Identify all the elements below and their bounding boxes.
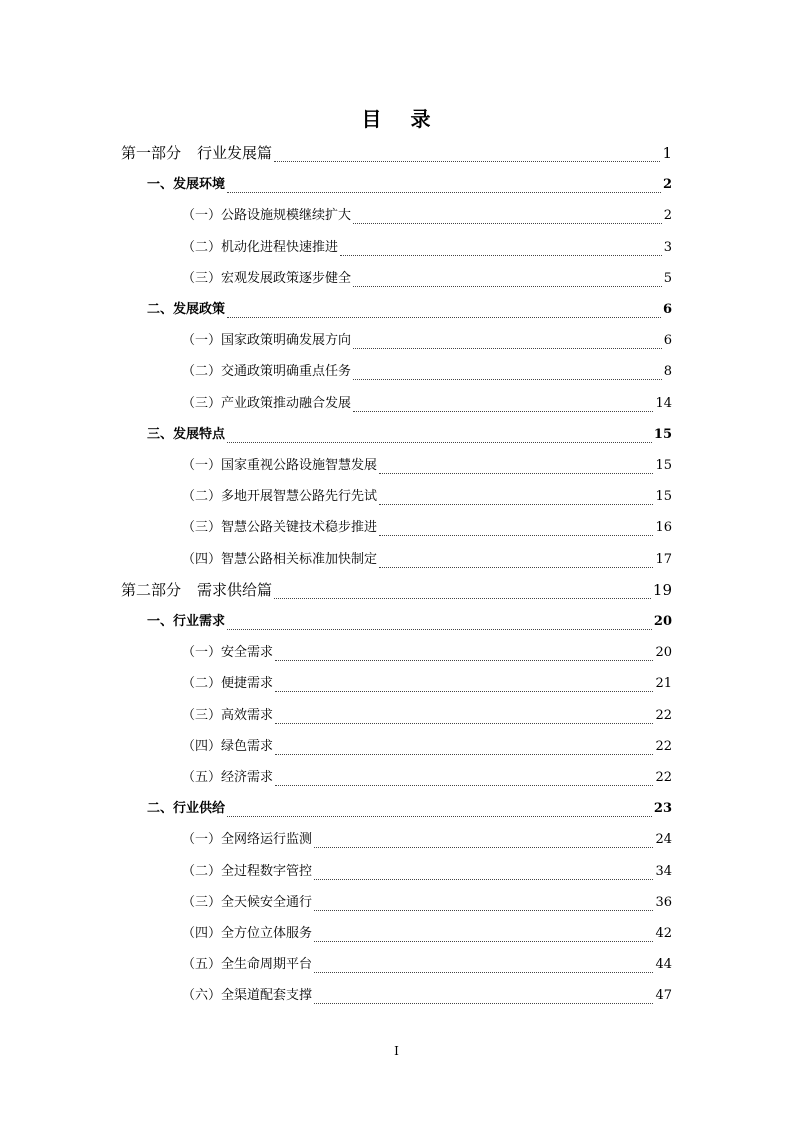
page-number: I [394, 1044, 399, 1058]
toc-entry-page: 2 [663, 208, 672, 224]
toc-entry[interactable] [182, 735, 672, 759]
dot-leader [274, 597, 651, 599]
toc-entry-page: 23 [653, 801, 672, 817]
toc-entry[interactable] [182, 828, 672, 852]
toc-entry-label: 第一部分 [121, 144, 182, 162]
toc-entry-page: 22 [655, 770, 672, 785]
toc-entry-label: （一）全网络运行监测 [182, 832, 313, 848]
toc-entry[interactable] [147, 298, 672, 322]
toc-entry-label: （一）公路设施规模继续扩大 [182, 208, 352, 224]
toc-entry[interactable] [182, 485, 672, 509]
dot-leader [227, 441, 652, 443]
toc-entry-label: （三）智慧公路关键技术稳步推进 [182, 520, 378, 536]
toc-entry-page: 44 [655, 957, 672, 973]
toc-entry-label: （二）全过程数字管控 [182, 863, 313, 879]
toc-entry[interactable] [182, 548, 672, 572]
toc-entry-label: （三）全天候安全通行 [182, 894, 313, 910]
toc-entry-page: 5 [663, 270, 672, 286]
dot-leader [275, 753, 653, 755]
dot-leader [227, 191, 661, 193]
dot-leader [353, 410, 653, 412]
toc-entry-label: （二）交通政策明确重点任务 [182, 364, 352, 380]
toc-entry[interactable] [182, 922, 672, 946]
dot-leader [314, 909, 653, 911]
toc-entry-label: （五）全生命周期平台 [182, 957, 313, 973]
toc-entry-page: 6 [663, 333, 672, 349]
toc-entry-page: 20 [653, 614, 672, 629]
toc-entry-page: 34 [655, 863, 672, 879]
dot-leader [314, 878, 653, 880]
toc-entry-page: 3 [663, 239, 672, 255]
toc-entry[interactable] [182, 360, 672, 384]
title-char-2: 录 [410, 107, 432, 131]
dot-leader [353, 347, 662, 349]
toc-entry-label: （一）安全需求 [182, 645, 274, 661]
toc-entry[interactable] [121, 142, 672, 166]
toc-entry[interactable] [121, 579, 672, 603]
toc-entry[interactable] [147, 423, 672, 447]
toc-entry-title: 需求供给篇 [197, 580, 273, 599]
toc-entry-label: 一、行业需求 [147, 614, 226, 629]
page-title [0, 103, 793, 132]
toc-entry-page: 8 [663, 364, 672, 380]
dot-leader [275, 659, 653, 661]
toc-entry[interactable] [182, 953, 672, 977]
toc-entry-label: （四）全方位立体服务 [182, 926, 313, 941]
toc-entry-label: （三）高效需求 [182, 707, 274, 723]
toc-entry[interactable] [182, 267, 672, 291]
toc-entry[interactable] [182, 984, 672, 1008]
toc-entry-title: 行业发展篇 [197, 144, 273, 162]
toc-entry-label: （二）机动化进程快速推进 [182, 239, 339, 255]
toc-entry-page: 14 [655, 395, 672, 411]
toc-entry-page: 6 [662, 302, 672, 317]
toc-entry[interactable] [182, 454, 672, 478]
toc-entry-page: 22 [655, 738, 672, 754]
toc-entry[interactable] [182, 392, 672, 416]
toc-entry[interactable] [182, 766, 672, 790]
toc-entry-page: 36 [655, 894, 672, 910]
toc-entry-label: 二、发展政策 [147, 302, 226, 317]
toc-entry-page: 21 [655, 676, 672, 692]
dot-leader [227, 628, 652, 630]
toc-entry[interactable] [147, 797, 672, 821]
toc-entry-label: （六）全渠道配套支撑 [182, 988, 313, 1004]
toc-entry-label: 二、行业供给 [147, 801, 226, 817]
toc-entry-page: 42 [655, 926, 672, 941]
dot-leader [275, 722, 653, 724]
toc-entry[interactable] [182, 641, 672, 665]
toc-entry-label: （三）产业政策推动融合发展 [182, 395, 352, 411]
title-char-1: 目 [361, 107, 383, 131]
toc-entry-label: 三、发展特点 [147, 426, 226, 442]
dot-leader [379, 503, 653, 505]
toc-entry-page: 17 [655, 551, 672, 567]
toc-entry-page: 19 [652, 580, 672, 599]
toc-entry-label: （五）经济需求 [182, 770, 274, 785]
dot-leader [379, 566, 653, 568]
toc-entry-label: （二）便捷需求 [182, 676, 274, 692]
dot-leader [314, 971, 653, 973]
toc-entry[interactable] [182, 704, 672, 728]
toc-entry-page: 15 [655, 458, 672, 473]
toc-entry[interactable] [182, 204, 672, 228]
toc-entry-page: 15 [653, 426, 672, 442]
toc-entry[interactable] [182, 329, 672, 353]
toc-entry-label: （一）国家政策明确发展方向 [182, 333, 352, 349]
dot-leader [275, 784, 653, 786]
toc-entry[interactable] [182, 236, 672, 260]
toc-entry-label: （三）宏观发展政策逐步健全 [182, 270, 352, 286]
toc-entry-page: 16 [655, 520, 672, 536]
toc-entry-page: 2 [662, 177, 672, 193]
dot-leader [353, 222, 662, 224]
toc-entry-page: 20 [655, 645, 672, 661]
dot-leader [274, 160, 660, 162]
toc-entry[interactable] [182, 860, 672, 884]
dot-leader [275, 690, 653, 692]
toc-entry-label: 一、发展环境 [147, 177, 226, 193]
dot-leader [314, 940, 653, 942]
toc-entry-page: 47 [655, 988, 672, 1004]
toc-entry-page: 1 [662, 144, 672, 162]
toc-entry-label: （四）绿色需求 [182, 738, 274, 754]
toc-entry[interactable] [147, 610, 672, 634]
dot-leader [379, 534, 653, 536]
dot-leader [340, 254, 662, 256]
toc-entry[interactable] [182, 516, 672, 540]
dot-leader [314, 846, 653, 848]
toc-entry[interactable] [147, 173, 672, 197]
toc-entry-label: （一）国家重视公路设施智慧发展 [182, 458, 378, 473]
dot-leader [379, 472, 653, 474]
toc-entry-label: （四）智慧公路相关标准加快制定 [182, 551, 378, 567]
dot-leader [353, 285, 662, 287]
dot-leader [314, 1002, 653, 1004]
dot-leader [227, 316, 661, 318]
toc-entry-page: 22 [655, 707, 672, 723]
dot-leader [353, 378, 662, 380]
toc-entry-label: 第二部分 [121, 580, 182, 599]
dot-leader [227, 815, 652, 817]
toc-entry-page: 24 [655, 832, 672, 848]
toc-entry-label: （二）多地开展智慧公路先行先试 [182, 489, 378, 505]
toc-entry[interactable] [182, 891, 672, 915]
toc-entry-page: 15 [655, 489, 672, 505]
toc-entry[interactable] [182, 672, 672, 696]
